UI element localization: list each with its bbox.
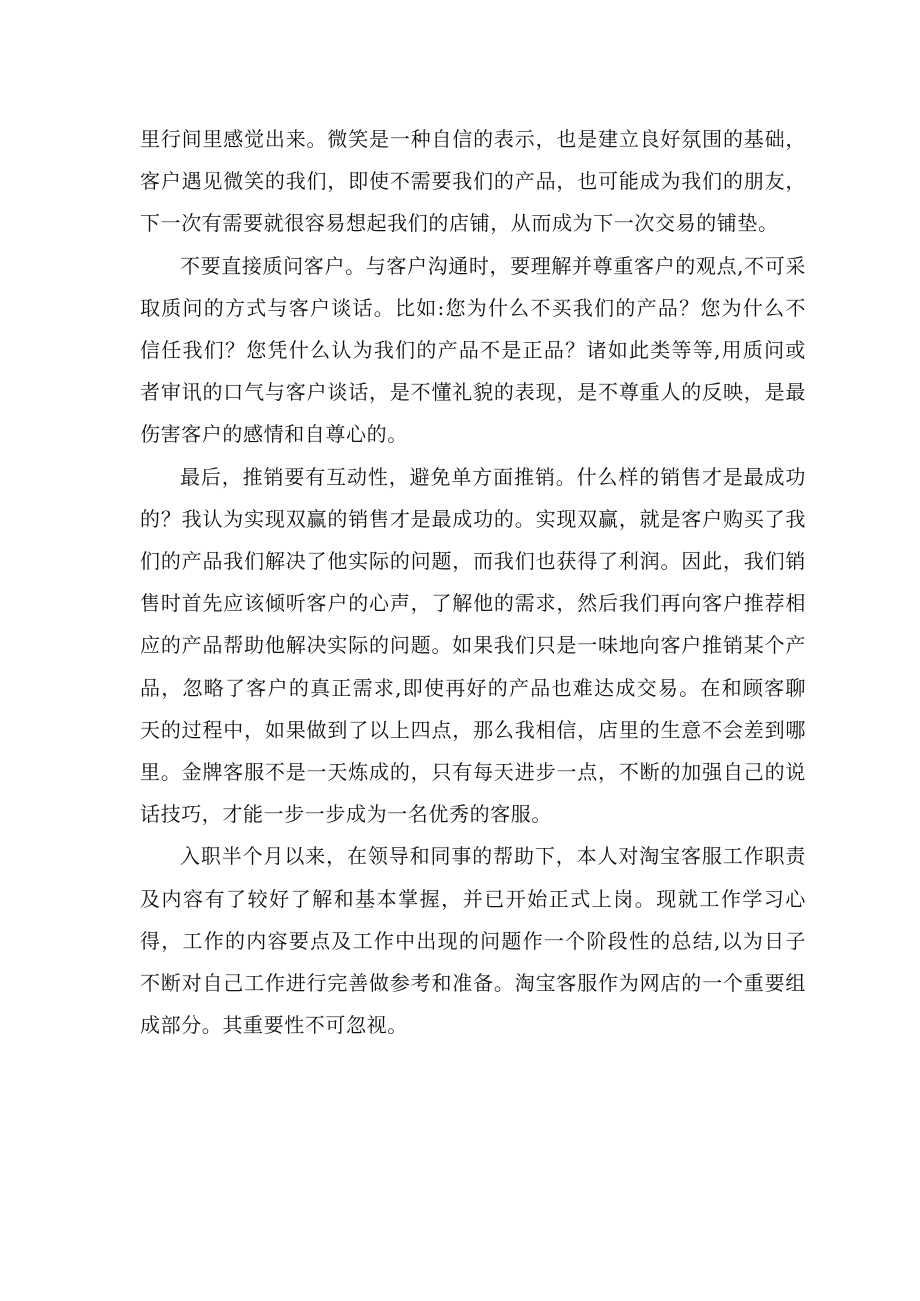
- paragraph-3: 最后，推销要有互动性，避免单方面推销。什么样的销售才是最成功的？我认为实现双赢的销售才是最成功的。实现双赢，就是客户购买了我们的产品我们解决了他实际的问题，而我们也获得了利润。因此，我们销售时首先应该倾听客户的心声，了解他的需求，然后我们再向客户推荐相应的产品帮助他解决实际的问题。如果我们只是一味地向客户推销某个产品，忽略了客户的真正需求,即使再好的产品也难达成交易。在和顾客聊天的过程中，如果做到了以上四点，那么我相信，店里的生意不会差到哪里。金牌客服不是一天炼成的，只有每天进步一点，不断的加强自己的说话技巧，才能一步一步成为一名优秀的客服。: [140, 464, 806, 827]
- document-page: [140, 118, 806, 1046]
- paragraph-4: 入职半个月以来，在领导和同事的帮助下，本人对淘宝客服工作职责及内容有了较好了解和基本掌握，并已开始正式上岗。现就工作学习心得，工作的内容要点及工作中出现的问题作一个阶段性的总结,以为日子不断对自己工作进行完善做参考和准备。淘宝客服作为网店的一个重要组成部分。其重要性不可忽视。: [140, 844, 806, 1038]
- paragraph-2: 不要直接质问客户。与客户沟通时，要理解并尊重客户的观点,不可采取质问的方式与客户谈话。比如:您为什么不买我们的产品？您为什么不信任我们？您凭什么认为我们的产品不是正品？诸如此类等等,用质问或者审讯的口气与客户谈话，是不懂礼貌的表现，是不尊重人的反映，是最伤害客户的感情和自尊心的。: [140, 253, 806, 447]
- paragraph-1: 里行间里感觉出来。微笑是一种自信的表示，也是建立良好氛围的基础，客户遇见微笑的我们，即使不需要我们的产品，也可能成为我们的朋友，下一次有需要就很容易想起我们的店铺，从而成为下一次交易的铺垫。: [140, 127, 806, 236]
